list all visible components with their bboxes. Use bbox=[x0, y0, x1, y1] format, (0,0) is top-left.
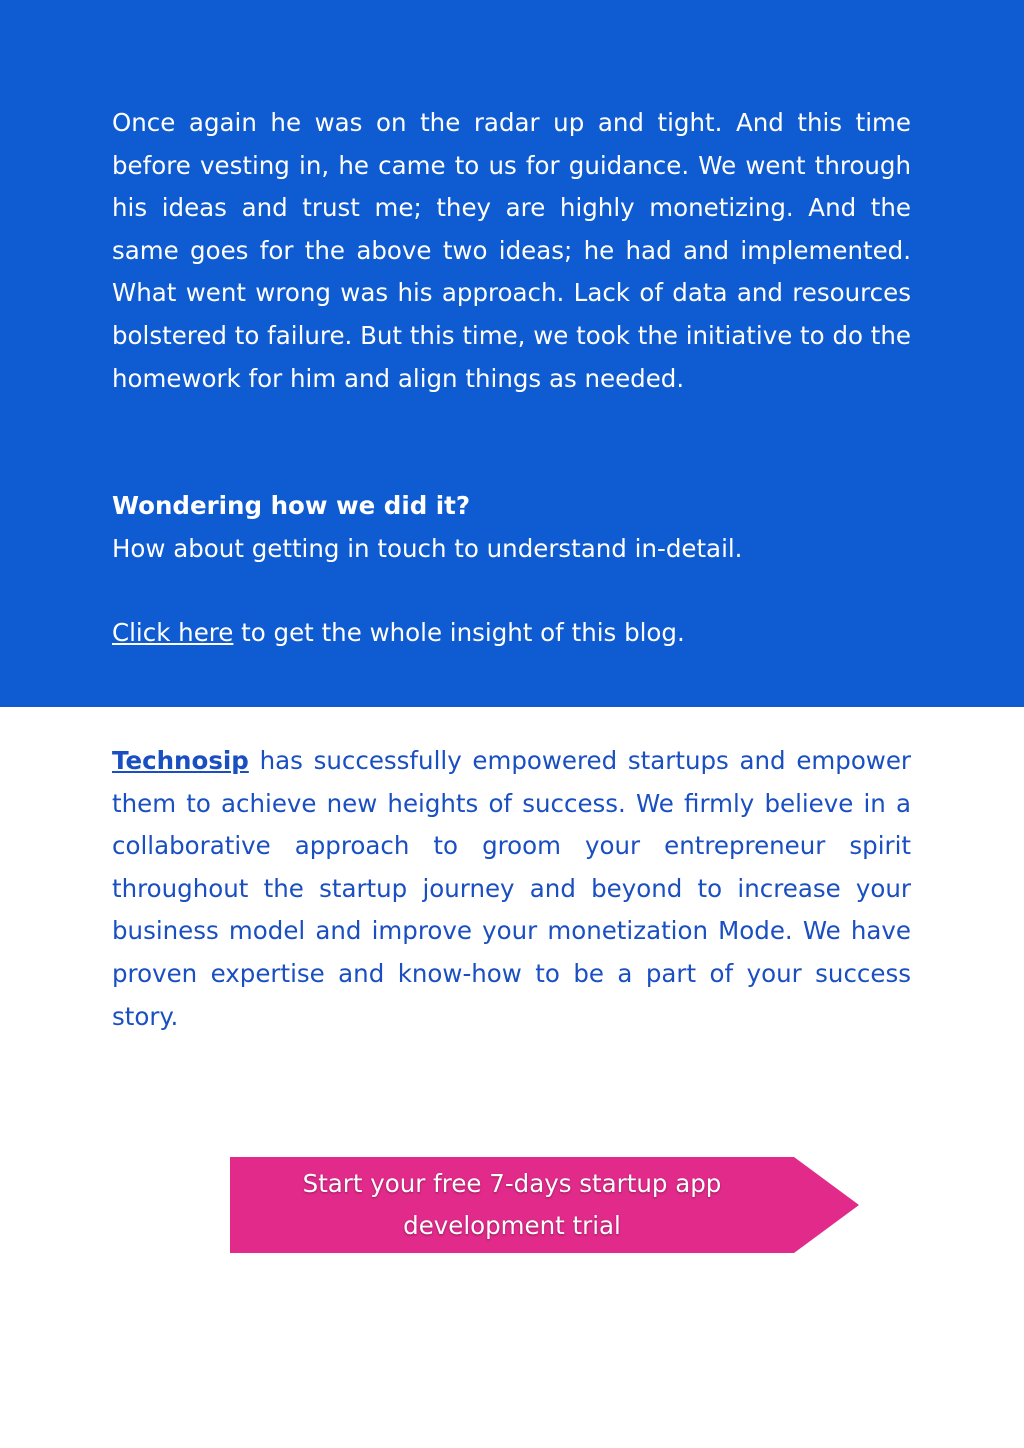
insight-line bbox=[112, 612, 911, 655]
insight-line-suffix: to get the whole insight of this blog. bbox=[233, 618, 685, 647]
free-trial-button[interactable] bbox=[230, 1157, 859, 1253]
hero-band bbox=[0, 0, 1024, 707]
click-here-link[interactable]: Click here bbox=[112, 618, 234, 647]
technosip-link[interactable]: Technosip bbox=[112, 746, 249, 775]
question-follow-up: How about getting in touch to understand in-detail. bbox=[112, 533, 743, 563]
question-block bbox=[112, 485, 911, 570]
free-trial-label: Start your free 7-days startup app development trial bbox=[302, 1169, 722, 1240]
question-heading: Wondering how we did it? bbox=[112, 491, 471, 520]
about-text: has successfully empowered startups and empower them to achieve new heights of success. We firmly believe in a collaborative approach to groom your entrepreneur spirit throughout the startup journey and beyond to increase your business model and improve your monetization Mode. We have proven expertise and know-how to be a part of your success story. bbox=[112, 746, 911, 1031]
about-paragraph bbox=[112, 740, 911, 1038]
intro-paragraph: Once again he was on the radar up and tight. And this time before vesting in, he came to us for guidance. We went through his ideas and trust me; they are highly monetizing. And the same goes for the above two ideas; he had and implemented. What went wrong was his approach. Lack of data and resources bolstered to failure. But this time, we took the initiative to do the homework for him and align things as needed. bbox=[112, 108, 911, 393]
